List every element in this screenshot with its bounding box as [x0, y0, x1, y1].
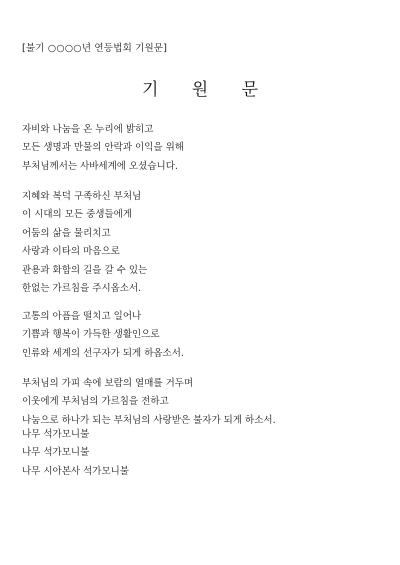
verse-line: 사랑과 이타의 마음으로 — [22, 246, 120, 258]
stanza-blessing — [22, 375, 276, 430]
verse-line: 고통의 아픔을 떨치고 일어나 — [22, 311, 142, 322]
verse-line: 이웃에게 부처님의 가르침을 전하고 — [22, 396, 169, 408]
verse-line: 관용과 화합의 길을 갈 수 있는 — [22, 264, 148, 276]
stanza-dedication — [22, 121, 184, 176]
verse-line: 인류와 세계의 선구자가 되게 하옵소서. — [22, 347, 184, 359]
stanza-refuge-chant — [22, 426, 129, 481]
document-title: 기 원 문 — [141, 80, 273, 100]
verse-line: 한없는 가르침을 주시옵소서. — [22, 282, 142, 294]
verse-line: 나무 시아본사 석가모니불 — [22, 465, 129, 477]
verse-line: 나무 석가모니불 — [22, 429, 90, 440]
stanza-wisdom — [22, 188, 147, 298]
verse-line: 나무 석가모니불 — [22, 447, 90, 459]
verse-line: 부처님의 가피 속에 보람의 열매를 거두며 — [22, 378, 194, 389]
verse-line: 나눔으로 하나가 되는 부처님의 사랑받은 불자가 되게 하소서. — [22, 414, 276, 426]
document-header-tag: [불기 ○○○○년 연등법회 기원문] — [22, 43, 168, 54]
stanza-happiness — [22, 308, 184, 363]
verse-line: 지혜와 복덕 구족하신 부처님 — [22, 191, 142, 202]
verse-line: 어둠의 삶을 물리치고 — [22, 227, 111, 239]
verse-line: 기쁨과 행복이 가득한 생활인으로 — [22, 329, 160, 341]
verse-line: 이 시대의 모든 중생들에게 — [22, 209, 133, 221]
verse-line: 부처님께서는 사바세계에 오셨습니다. — [22, 160, 178, 172]
verse-line: 모든 생명과 만물의 안락과 이익을 위해 — [22, 142, 184, 154]
verse-line: 자비와 나눔을 온 누리에 밝히고 — [22, 124, 154, 135]
